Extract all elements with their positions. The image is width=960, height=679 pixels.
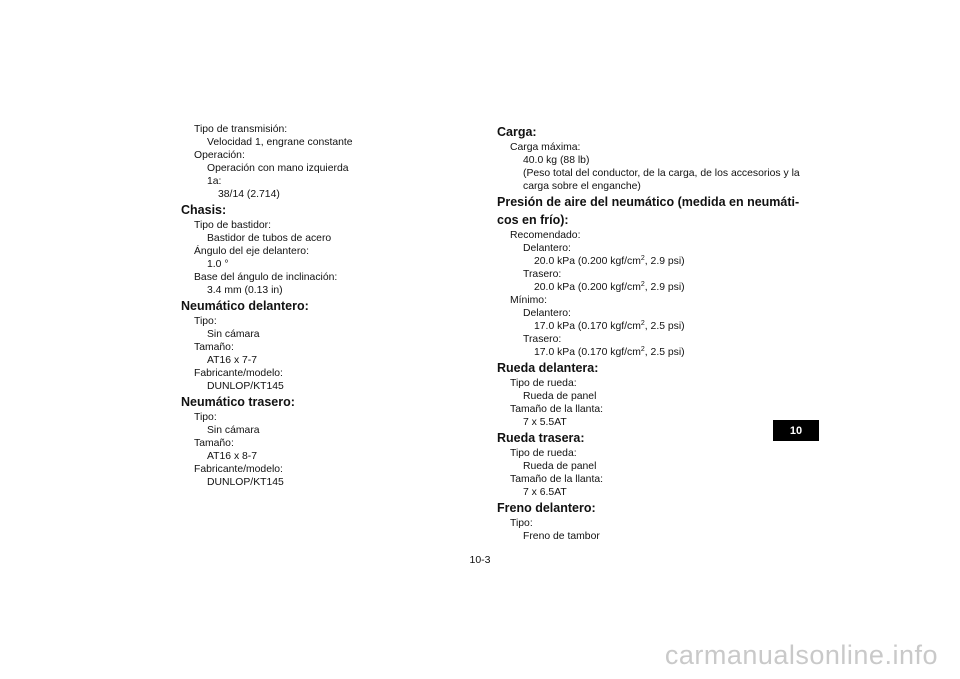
spec-value: Sin cámara — [207, 329, 260, 340]
spec-value: 1.0 ° — [207, 259, 229, 270]
spec-label: Base del ángulo de inclinación: — [194, 272, 338, 283]
spec-label: Tipo: — [510, 518, 533, 529]
spec-value: Rueda de panel — [523, 391, 597, 402]
spec-value: Bastidor de tubos de acero — [207, 233, 332, 244]
superscript: 2 — [640, 281, 645, 288]
spec-label: Tipo de rueda: — [510, 448, 577, 459]
section-heading-front-wheel: Rueda delantera: — [497, 361, 599, 375]
spec-label: Mínimo: — [510, 295, 547, 306]
spec-value-tail: , 2.9 psi) — [644, 282, 685, 293]
spec-value: 7 x 6.5AT — [523, 487, 567, 498]
spec-label: Trasero: — [523, 334, 562, 345]
spec-value: AT16 x 8-7 — [207, 451, 258, 462]
spec-label: Tipo: — [194, 412, 217, 423]
spec-value-main: 17.0 kPa (0.170 kgf/cm — [534, 321, 641, 332]
spec-value-tail: , 2.5 psi) — [644, 321, 685, 332]
superscript: 2 — [640, 320, 645, 327]
spec-label: Carga máxima: — [510, 142, 581, 153]
chapter-tab: 10 — [773, 420, 819, 441]
spec-label: Tipo de transmisión: — [194, 124, 288, 135]
spec-value-main: 17.0 kPa (0.170 kgf/cm — [534, 347, 641, 358]
spec-label: Fabricante/modelo: — [194, 368, 283, 379]
spec-label: Delantero: — [523, 243, 571, 254]
section-heading-rear-tire: Neumático trasero: — [181, 395, 295, 409]
spec-label: Tamaño: — [194, 342, 234, 353]
spec-value: Freno de tambor — [523, 531, 600, 542]
spec-value: DUNLOP/KT145 — [207, 477, 284, 488]
right-column — [497, 123, 807, 543]
section-heading-rear-wheel: Rueda trasera: — [497, 431, 585, 445]
superscript: 2 — [640, 346, 645, 353]
spec-label: Tamaño de la llanta: — [510, 404, 603, 415]
spec-note: (Peso total del conductor, de la carga, de los accesorios y la carga sobre el enganche) — [523, 168, 800, 192]
spec-label: Ángulo del eje delantero: — [194, 246, 309, 257]
spec-label: Tamaño: — [194, 438, 234, 449]
spec-value: 38/14 (2.714) — [218, 189, 280, 200]
spec-value-main: 20.0 kPa (0.200 kgf/cm — [534, 282, 641, 293]
spec-value — [497, 255, 807, 268]
spec-value — [497, 281, 807, 294]
spec-label: 1a: — [207, 176, 222, 187]
page-number: 10-3 — [469, 554, 491, 566]
section-heading-front-tire: Neumático delantero: — [181, 299, 309, 313]
spec-label: Trasero: — [523, 269, 562, 280]
spec-value: Velocidad 1, engrane constante — [207, 137, 353, 148]
spec-value: DUNLOP/KT145 — [207, 381, 284, 392]
spec-value: Rueda de panel — [523, 461, 597, 472]
section-heading-tire-pressure: Presión de aire del neumático (medida en neumáti-cos en frío): — [497, 195, 800, 227]
spec-value — [497, 346, 807, 359]
spec-value-main: 20.0 kPa (0.200 kgf/cm — [534, 256, 641, 267]
spec-label: Tamaño de la llanta: — [510, 474, 603, 485]
spec-label: Delantero: — [523, 308, 571, 319]
spec-label: Recomendado: — [510, 230, 581, 241]
spec-value-tail: , 2.5 psi) — [644, 347, 685, 358]
spec-value — [497, 320, 807, 333]
spec-value: AT16 x 7-7 — [207, 355, 258, 366]
section-heading-front-brake: Freno delantero: — [497, 501, 596, 515]
spec-value-tail: , 2.9 psi) — [644, 256, 685, 267]
watermark: carmanualsonline.info — [664, 640, 938, 670]
spec-label: Tipo de bastidor: — [194, 220, 272, 231]
spec-label: Operación: — [194, 150, 245, 161]
spec-value: Sin cámara — [207, 425, 260, 436]
spec-label: Fabricante/modelo: — [194, 464, 283, 475]
section-heading-load: Carga: — [497, 125, 537, 139]
spec-value: 3.4 mm (0.13 in) — [207, 285, 283, 296]
spec-label: Tipo: — [194, 316, 217, 327]
superscript: 2 — [640, 255, 645, 262]
spec-value: 7 x 5.5AT — [523, 417, 567, 428]
section-heading-chassis: Chasis: — [181, 203, 227, 217]
left-column — [181, 123, 471, 489]
spec-value: Operación con mano izquierda — [207, 163, 349, 174]
spec-label: Tipo de rueda: — [510, 378, 577, 389]
spec-value: 40.0 kg (88 lb) — [523, 155, 590, 166]
